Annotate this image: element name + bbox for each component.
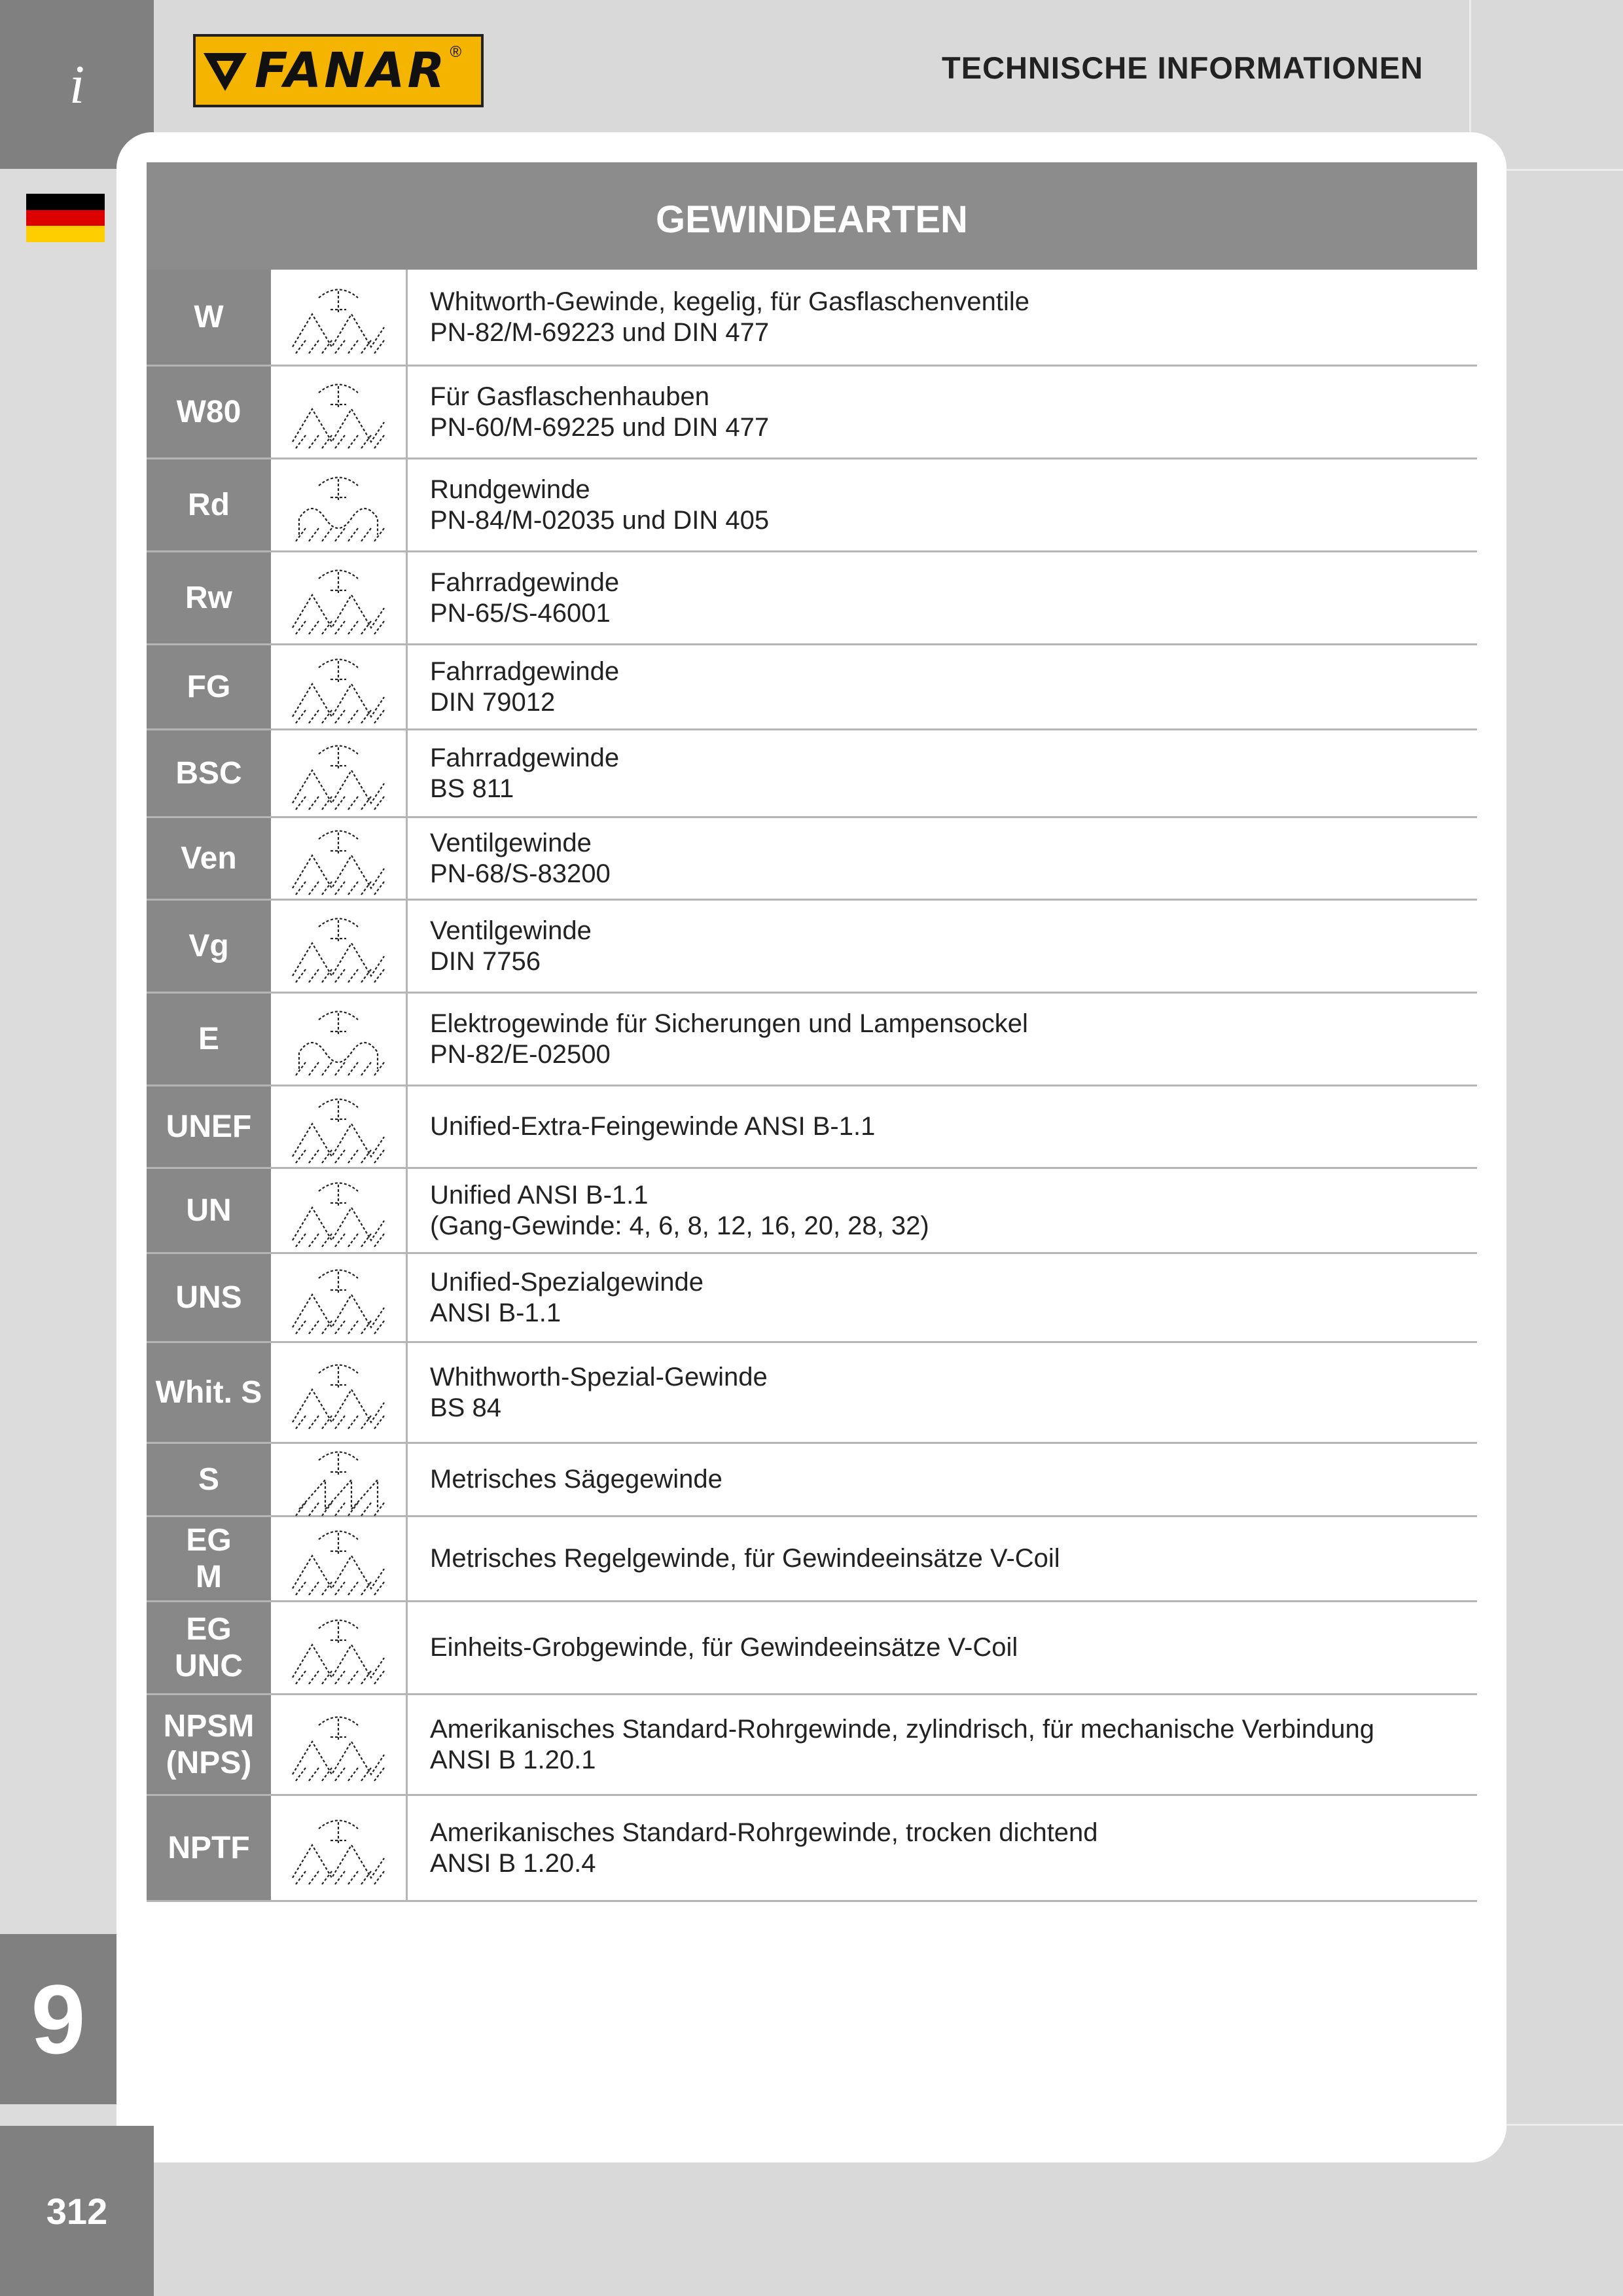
thread-description [408, 994, 1477, 1085]
standard-text: ANSI B 1.20.4 [430, 1848, 596, 1878]
description-text: Fahrradgewinde [430, 743, 620, 772]
page-number: 312 [0, 2126, 154, 2296]
description-text: Whitworth-Gewinde, kegelig, für Gasflaschenventile [430, 287, 1029, 316]
standard-text: PN-84/M-02035 und DIN 405 [430, 505, 770, 535]
table-row [147, 1169, 1477, 1254]
thread-description [408, 730, 1477, 816]
thread-code: UNS [147, 1254, 271, 1341]
description-text: Rundgewinde [430, 475, 590, 504]
standard-text: PN-82/M-69223 und DIN 477 [430, 317, 770, 347]
standard-text: ANSI B-1.1 [430, 1298, 562, 1327]
thread-profile-icon [271, 730, 408, 816]
description-text: Fahrradgewinde [430, 656, 620, 686]
description-text: Whithworth-Spezial-Gewinde [430, 1362, 768, 1391]
description-text: Einheits-Grobgewinde, für Gewindeeinsätze V-Coil [430, 1633, 1018, 1662]
table-row [147, 1517, 1477, 1602]
thread-description [408, 901, 1477, 992]
thread-code: UNEF [147, 1086, 271, 1167]
table-row [147, 1602, 1477, 1695]
thread-code: Ven [147, 818, 271, 899]
table-row [147, 901, 1477, 994]
description-text: Metrisches Regelgewinde, für Gewindeeinsätze V-Coil [430, 1544, 1060, 1573]
info-icon: i [0, 0, 154, 169]
description-text: Metrisches Sägegewinde [430, 1465, 722, 1494]
thread-profile-icon [271, 645, 408, 728]
table-body [147, 270, 1477, 1902]
table-row [147, 1254, 1477, 1343]
table-row [147, 994, 1477, 1086]
thread-description [408, 1444, 1477, 1515]
description-text: Ventilgewinde [430, 916, 592, 945]
fanar-logo [193, 34, 484, 107]
thread-description [408, 459, 1477, 550]
description-text: Unified-Spezialgewinde [430, 1267, 704, 1297]
table-row [147, 552, 1477, 645]
thread-profile-icon [271, 818, 408, 899]
table-row [147, 730, 1477, 818]
logo-text: FANAR [255, 43, 448, 99]
chapter-number: 9 [0, 1934, 116, 2104]
table-row [147, 1695, 1477, 1796]
thread-profile-icon [271, 1254, 408, 1341]
thread-code: NPSM (NPS) [147, 1695, 271, 1794]
description-text: Unified ANSI B-1.1 [430, 1180, 649, 1210]
thread-profile-icon [271, 1517, 408, 1600]
table-row [147, 818, 1477, 901]
thread-description [408, 367, 1477, 457]
standard-text: DIN 79012 [430, 687, 556, 717]
divider [1505, 169, 1623, 171]
thread-profile-icon [271, 1343, 408, 1442]
table-row [147, 645, 1477, 730]
thread-types-table [147, 162, 1477, 1902]
flag-stripe-red [26, 210, 105, 226]
table-row [147, 367, 1477, 459]
description-text: Für Gasflaschenhauben [430, 382, 709, 411]
flag-stripe-black [26, 194, 105, 210]
registered-mark: ® [450, 43, 462, 61]
thread-description [408, 1517, 1477, 1600]
thread-description [408, 1086, 1477, 1167]
standard-text: PN-82/E-02500 [430, 1039, 611, 1069]
thread-code: FG [147, 645, 271, 728]
thread-description [408, 552, 1477, 643]
thread-profile-icon [271, 1796, 408, 1900]
standard-text: DIN 7756 [430, 946, 541, 976]
table-row [147, 1343, 1477, 1444]
flag-stripe-gold [26, 226, 105, 242]
standard-text: PN-65/S-46001 [430, 598, 611, 628]
standard-text: ANSI B 1.20.1 [430, 1745, 596, 1774]
thread-profile-icon [271, 1169, 408, 1252]
thread-profile-icon [271, 1086, 408, 1167]
german-flag-icon [26, 194, 105, 242]
round-thread-profile-icon [271, 994, 408, 1085]
thread-profile-icon [271, 552, 408, 643]
thread-code: Rw [147, 552, 271, 643]
description-text: Fahrradgewinde [430, 567, 620, 597]
standard-text: BS 84 [430, 1393, 501, 1422]
table-title: GEWINDEARTEN [147, 162, 1477, 270]
standard-text: BS 811 [430, 774, 514, 803]
table-row [147, 1796, 1477, 1902]
thread-code: Whit. S [147, 1343, 271, 1442]
table-row [147, 459, 1477, 552]
thread-code: NPTF [147, 1796, 271, 1900]
thread-code: EG M [147, 1517, 271, 1600]
standard-text: (Gang-Gewinde: 4, 6, 8, 12, 16, 20, 28, 32) [430, 1211, 929, 1240]
thread-profile-icon [271, 1602, 408, 1693]
thread-profile-icon [271, 367, 408, 457]
description-text: Amerikanisches Standard-Rohrgewinde, trocken dichtend [430, 1818, 1098, 1847]
thread-description [408, 818, 1477, 899]
thread-profile-icon [271, 901, 408, 992]
thread-code: BSC [147, 730, 271, 816]
description-text: Ventilgewinde [430, 828, 592, 857]
thread-code: UN [147, 1169, 271, 1252]
table-row [147, 1444, 1477, 1517]
table-row [147, 270, 1477, 367]
description-text: Elektrogewinde für Sicherungen und Lampensockel [430, 1009, 1028, 1038]
v-logo-icon [196, 37, 255, 105]
description-text: Unified-Extra-Feingewinde ANSI B-1.1 [430, 1112, 876, 1141]
thread-description [408, 1695, 1477, 1794]
thread-description [408, 1796, 1477, 1900]
thread-description [408, 645, 1477, 728]
thread-description [408, 1254, 1477, 1341]
thread-code: EG UNC [147, 1602, 271, 1693]
thread-description [408, 1169, 1477, 1252]
thread-code: W [147, 270, 271, 365]
thread-code: E [147, 994, 271, 1085]
thread-code: S [147, 1444, 271, 1515]
thread-description [408, 1343, 1477, 1442]
round-thread-profile-icon [271, 459, 408, 550]
thread-description [408, 270, 1477, 365]
page-title: TECHNISCHE INFORMATIONEN [942, 50, 1423, 85]
thread-profile-icon [271, 270, 408, 365]
thread-code: W80 [147, 367, 271, 457]
thread-profile-icon [271, 1695, 408, 1794]
table-row [147, 1086, 1477, 1169]
thread-code: Vg [147, 901, 271, 992]
buttress-thread-profile-icon [271, 1444, 408, 1515]
standard-text: PN-68/S-83200 [430, 859, 611, 888]
divider [1505, 2124, 1623, 2126]
thread-code: Rd [147, 459, 271, 550]
thread-description [408, 1602, 1477, 1693]
standard-text: PN-60/M-69225 und DIN 477 [430, 412, 770, 442]
description-text: Amerikanisches Standard-Rohrgewinde, zylindrisch, für mechanische Verbindung [430, 1714, 1374, 1744]
